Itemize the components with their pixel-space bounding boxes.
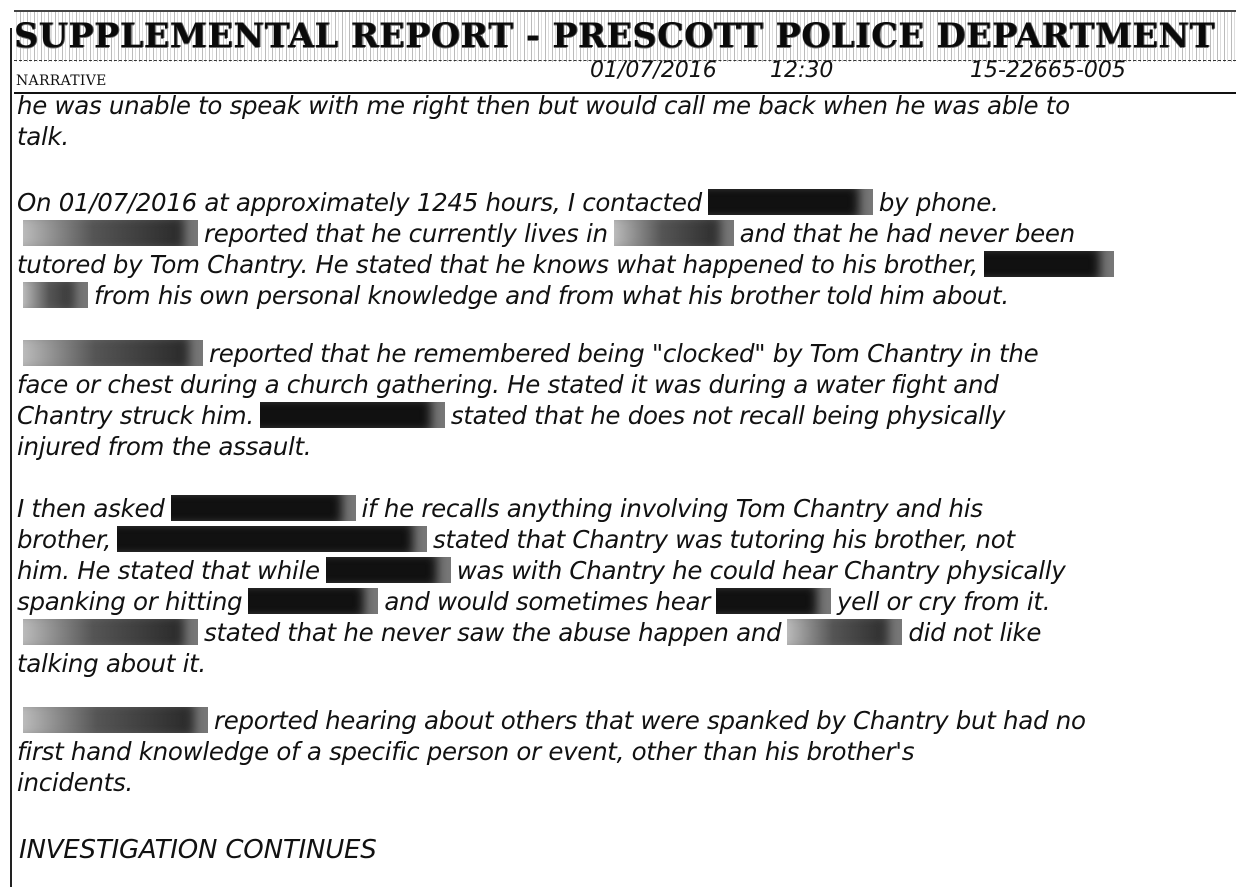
narrative-line	[17, 767, 1207, 798]
narrative-line	[17, 121, 1207, 152]
narrative-text: spanking or hitting	[17, 587, 243, 616]
narrative-line	[17, 736, 1207, 767]
narrative-text: if he recalls anything involving Tom Chantry and his	[361, 494, 983, 523]
narrative-line	[17, 338, 1207, 369]
redaction-block	[23, 619, 198, 645]
narrative-line	[17, 617, 1207, 648]
narrative-text: from his own personal knowledge and from what his brother told him about.	[94, 281, 1009, 310]
narrative-text: incidents.	[17, 768, 133, 797]
narrative-line	[17, 431, 1207, 462]
case-number: 15-22665-005	[970, 58, 1126, 83]
narrative-paragraph	[17, 705, 1207, 798]
narrative-paragraph	[17, 338, 1207, 462]
narrative-text: stated that Chantry was tutoring his brother, not	[433, 525, 1015, 554]
narrative-text: I then asked	[17, 494, 165, 523]
narrative-line	[17, 187, 1207, 218]
narrative-label: NARRATIVE	[16, 73, 107, 89]
conclusion-text: INVESTIGATION CONTINUES	[19, 835, 377, 865]
narrative-text: face or chest during a church gathering. He stated it was during a water fight and	[17, 370, 999, 399]
narrative-text: and that he had never been	[739, 219, 1075, 248]
narrative-line	[17, 218, 1207, 249]
narrative-line	[17, 524, 1207, 555]
narrative-text: On 01/07/2016 at approximately 1245 hours, I contacted	[17, 188, 702, 217]
narrative-text: was with Chantry he could hear Chantry physically	[456, 556, 1066, 585]
redaction-block	[248, 588, 378, 614]
narrative-line	[17, 280, 1207, 311]
narrative-text: he was unable to speak with me right then but would call me back when he was able to	[17, 91, 1070, 120]
narrative-line	[17, 493, 1207, 524]
redaction-block	[787, 619, 902, 645]
narrative-text: injured from the assault.	[17, 432, 312, 461]
redaction-block	[23, 340, 203, 366]
narrative-text: talk.	[17, 122, 69, 151]
narrative-line	[17, 648, 1207, 679]
redaction-block	[23, 220, 198, 246]
narrative-line	[17, 249, 1207, 280]
narrative-text: did not like	[908, 618, 1042, 647]
narrative-text: stated that he never saw the abuse happen and	[204, 618, 782, 647]
redaction-block	[326, 557, 451, 583]
narrative-text: yell or cry from it.	[836, 587, 1051, 616]
narrative-text: tutored by Tom Chantry. He stated that he knows what happened to his brother,	[17, 250, 978, 279]
narrative-text: and would sometimes hear	[384, 587, 710, 616]
narrative-text: reported hearing about others that were spanked by Chantry but had no	[214, 706, 1086, 735]
redaction-block	[117, 526, 427, 552]
report-title: SUPPLEMENTAL REPORT - PRESCOTT POLICE DEPARTMENT	[14, 16, 1215, 56]
narrative-paragraph	[17, 90, 1207, 152]
narrative-line	[17, 586, 1207, 617]
redaction-block	[23, 707, 208, 733]
redaction-block	[716, 588, 831, 614]
narrative-line	[17, 705, 1207, 736]
redaction-block	[614, 220, 734, 246]
narrative-text: first hand knowledge of a specific person or event, other than his brother's	[17, 737, 915, 766]
narrative-text: reported that he currently lives in	[204, 219, 608, 248]
report-time: 12:30	[770, 58, 834, 83]
report-date: 01/07/2016	[590, 58, 717, 83]
narrative-text: stated that he does not recall being physically	[450, 401, 1006, 430]
narrative-text: Chantry struck him.	[17, 401, 254, 430]
narrative-paragraph	[17, 187, 1207, 311]
redaction-block	[23, 282, 88, 308]
redaction-block	[260, 402, 445, 428]
left-margin-rule	[10, 28, 12, 887]
narrative-line	[17, 369, 1207, 400]
redaction-block	[708, 189, 873, 215]
narrative-text: him. He stated that while	[17, 556, 320, 585]
narrative-text: brother,	[17, 525, 112, 554]
narrative-text: by phone.	[878, 188, 999, 217]
redaction-block	[984, 251, 1114, 277]
narrative-line	[17, 90, 1207, 121]
narrative-paragraph	[17, 493, 1207, 679]
redaction-block	[171, 495, 356, 521]
narrative-text: reported that he remembered being "clocked" by Tom Chantry in the	[209, 339, 1039, 368]
narrative-line	[17, 400, 1207, 431]
narrative-line	[17, 555, 1207, 586]
narrative-text: talking about it.	[17, 649, 206, 678]
